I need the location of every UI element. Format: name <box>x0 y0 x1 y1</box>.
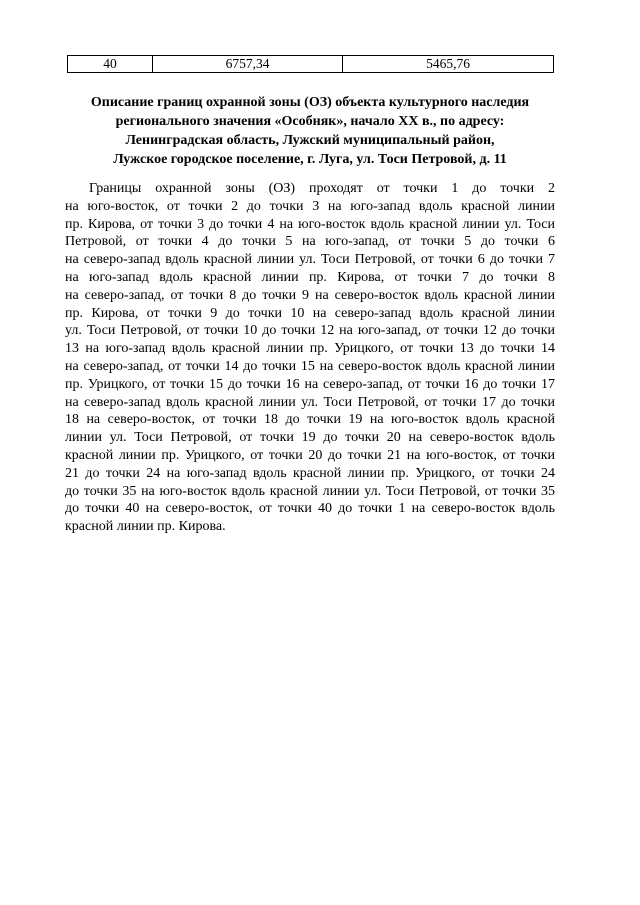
paragraph-line: пр. Кирова, от точки 3 до точки 4 на юго-восток вдоль красной линии ул. Тоси <box>65 216 555 232</box>
paragraph-line: красной линии пр. Урицкого, от точки 20 до точки 21 на юго-восток, от точки <box>65 447 555 463</box>
paragraph-line: 13 на юго-запад вдоль красной линии пр. Урицкого, от точки 13 до точки 14 <box>65 341 555 357</box>
heading-line: Описание границ охранной зоны (ОЗ) объекта культурного наследия <box>90 95 530 110</box>
x-coordinate-cell: 6757,34 <box>153 56 343 73</box>
paragraph-line: ул. Тоси Петровой, от точки 10 до точки 12 на юго-запад, от точки 12 до точки <box>65 323 555 339</box>
paragraph-line: Петровой, от точки 4 до точки 5 на юго-запад, от точки 5 до точки 6 <box>65 234 555 250</box>
heading-line: регионального значения «Особняк», начало XX в., по адресу: <box>115 114 505 129</box>
boundary-description-paragraph <box>65 180 555 536</box>
paragraph-line: до точки 35 на юго-восток вдоль красной линии ул. Тоси Петровой, от точки 35 <box>65 483 555 499</box>
paragraph-line: пр. Урицкого, от точки 15 до точки 16 на северо-запад, от точки 16 до точки 17 <box>65 376 555 392</box>
coordinates-table <box>67 55 554 73</box>
paragraph-line: 18 на северо-восток, от точки 18 до точки 19 на юго-восток вдоль красной <box>65 412 555 428</box>
paragraph-line: на юго-восток, от точки 2 до точки 3 на юго-запад вдоль красной линии <box>65 198 555 214</box>
paragraph-line: Границы охранной зоны (ОЗ) проходят от точки 1 до точки 2 <box>89 181 555 196</box>
paragraph-line: линии ул. Тоси Петровой, от точки 19 до точки 20 на северо-восток вдоль <box>65 430 555 446</box>
point-number-cell: 40 <box>68 56 153 73</box>
paragraph-line: 21 до точки 24 на юго-запад вдоль красной линии пр. Урицкого, от точки 24 <box>65 465 555 481</box>
paragraph-line: до точки 40 на северо-восток, от точки 40 до точки 1 на северо-восток вдоль <box>65 501 555 517</box>
heading-line: Ленинградская область, Лужский муниципальный район, <box>125 133 495 148</box>
table-row <box>68 56 554 73</box>
heading-line: Лужское городское поселение, г. Луга, ул. Тоси Петровой, д. 11 <box>113 152 507 167</box>
paragraph-line: на северо-запад, от точки 8 до точки 9 на северо-восток вдоль красной линии <box>65 287 555 303</box>
paragraph-line: на северо-запад, от точки 14 до точки 15 на северо-восток вдоль красной линии <box>65 358 555 374</box>
paragraph-line: на юго-запад вдоль красной линии пр. Кирова, от точки 7 до точки 8 <box>65 269 555 285</box>
y-coordinate-cell: 5465,76 <box>343 56 554 73</box>
paragraph-line: на северо-запад вдоль красной линии ул. Тоси Петровой, от точки 17 до точки <box>65 394 555 410</box>
paragraph-line: на северо-запад вдоль красной линии ул. Тоси Петровой, от точки 6 до точки 7 <box>65 252 555 268</box>
paragraph-line: красной линии пр. Кирова. <box>65 519 226 535</box>
paragraph-line: пр. Кирова, от точки 9 до точки 10 на северо-запад вдоль красной линии <box>65 305 555 321</box>
section-heading <box>60 93 560 169</box>
